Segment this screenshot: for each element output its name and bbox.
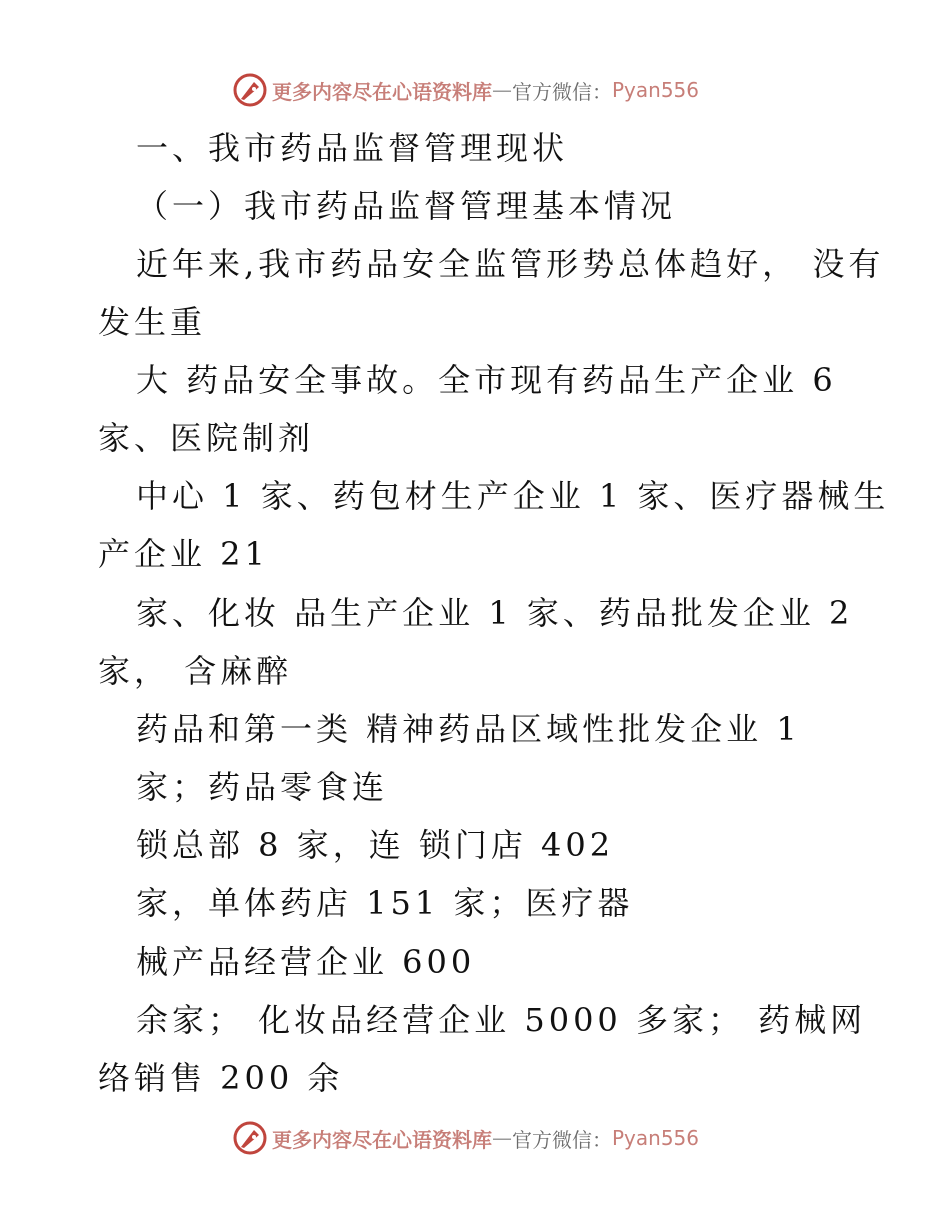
watermark-banner-top — [232, 70, 699, 110]
body-line: 家，单体药店 151 家；医疗器 — [136, 884, 634, 922]
banner-separator: — — [492, 1126, 512, 1150]
body-line: 锁总部 8 家，连 锁门店 402 — [136, 826, 615, 864]
red-pen-nib-logo-icon — [232, 1120, 268, 1156]
banner-wechat-label: 官方微信： — [512, 1127, 612, 1152]
body-line: 药品和第一类 精神药品区域性批发企业 1 — [136, 710, 801, 748]
body-line: 械产品经营企业 600 — [136, 943, 476, 981]
watermark-banner-bottom — [232, 1118, 699, 1158]
body-line: 家， 含麻醉 — [98, 652, 293, 690]
body-line: 近年来,我市药品安全监管形势总体趋好， 没有 — [136, 245, 885, 283]
body-line: 家、化妆 品生产企业 1 家、药品批发企业 2 — [136, 594, 854, 632]
banner-wechat-id: Pyan556 — [612, 1126, 700, 1150]
body-line: 大 药品安全事故。全市现有药品生产企业 6 — [136, 361, 837, 399]
body-line: 余家； 化妆品经营企业 5000 多家； 药械网 — [136, 1001, 867, 1039]
banner-separator: — — [492, 78, 512, 102]
body-line: 发生重 — [98, 303, 207, 341]
body-line: 产企业 21 — [98, 535, 269, 573]
body-line: 家；药品零食连 — [136, 768, 389, 806]
section-heading: 一、我市药品监督管理现状 — [136, 129, 569, 167]
body-line: 家、医院制剂 — [98, 419, 315, 457]
banner-main-text: 更多内容尽在心语资料库 — [272, 1127, 492, 1152]
banner-main-text: 更多内容尽在心语资料库 — [272, 79, 492, 104]
section-subheading: （一）我市药品监督管理基本情况 — [136, 187, 677, 225]
banner-wechat-id: Pyan556 — [612, 78, 700, 102]
red-pen-nib-logo-icon — [232, 72, 268, 108]
body-line: 中心 1 家、药包材生产企业 1 家、医疗器械生 — [136, 477, 890, 515]
banner-wechat-label: 官方微信： — [512, 79, 612, 104]
body-line: 络销售 200 余 — [98, 1059, 344, 1097]
